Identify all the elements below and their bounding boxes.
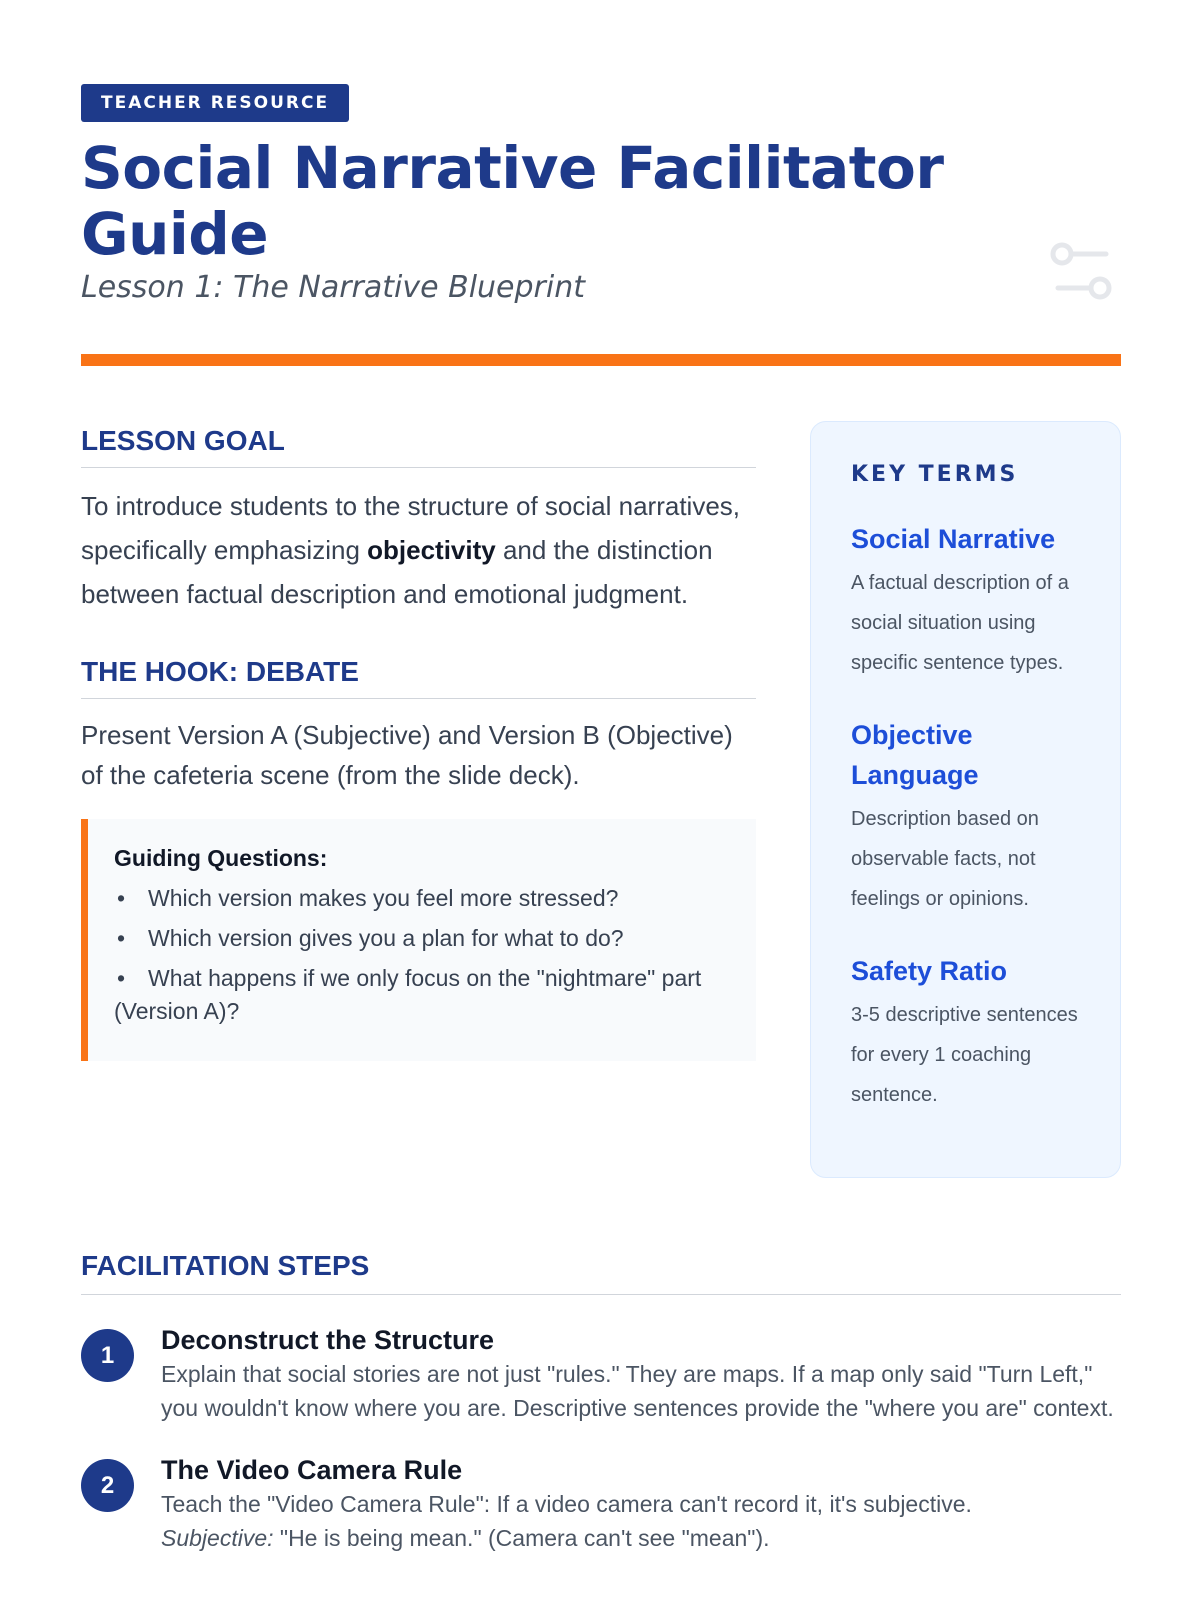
guiding-questions-list: [114, 882, 726, 1028]
list-item: [114, 962, 726, 1028]
guide-page: [81, 0, 1121, 1600]
goal-text-start: To introduce students to the structure of social narratives, specifically emphasizing: [81, 491, 741, 565]
lesson-goal-heading: LESSON GOAL: [81, 425, 756, 468]
term-item: [851, 519, 1080, 683]
facilitation-steps: [81, 1250, 1121, 1555]
question-text: Which version makes you feel more stressed?: [148, 885, 619, 911]
main-column: [81, 425, 756, 1061]
page-subtitle: Lesson 1: The Narrative Blueprint: [81, 270, 585, 305]
example-text: "He is being mean." (Camera can't see "mean").: [273, 1525, 770, 1551]
term-name: Social Narrative: [851, 524, 1056, 554]
guiding-questions-label: Guiding Questions:: [114, 845, 328, 871]
list-item: [114, 882, 726, 915]
term-item: [851, 951, 1080, 1115]
hook-text: Present Version A (Subjective) and Version B (Objective) of the cafeteria scene (from the slide deck).: [81, 720, 733, 790]
step-number-badge: 2: [81, 1459, 134, 1512]
header-divider: [81, 354, 1121, 366]
question-text: What happens if we only focus on the "nightmare" part (Version A)?: [114, 965, 702, 1024]
bullet-icon: •: [117, 965, 126, 991]
guiding-questions-box: [81, 819, 756, 1061]
step-text: Teach the "Video Camera Rule": If a video camera can't record it, it's subjective.: [161, 1491, 972, 1517]
step-number-badge: 1: [81, 1329, 134, 1382]
term-name: Safety Ratio: [851, 956, 1008, 986]
goal-text-end: and the distinction between factual description and emotional judgment.: [81, 535, 713, 609]
list-item: [114, 922, 726, 955]
steps-heading: FACILITATION STEPS: [81, 1250, 1121, 1295]
key-terms-heading: KEY TERMS: [851, 462, 1019, 487]
goal-emphasis: objectivity: [367, 535, 496, 565]
bullet-icon: •: [117, 925, 126, 951]
example-label: Subjective:: [161, 1525, 274, 1551]
term-definition: A factual description of a social situation using specific sentence types.: [851, 572, 1069, 674]
hook-heading: THE HOOK: DEBATE: [81, 656, 756, 699]
step-title: Deconstruct the Structure: [161, 1325, 495, 1355]
term-name: Objective Language: [851, 720, 979, 790]
page-title: Social Narrative Facilitator Guide: [81, 134, 944, 268]
term-item: [851, 715, 1080, 919]
step-item: [81, 1453, 1121, 1555]
term-definition: 3-5 descriptive sentences for every 1 coaching sentence.: [851, 1004, 1078, 1106]
question-text: Which version gives you a plan for what to do?: [148, 925, 624, 951]
step-item: [81, 1323, 1121, 1425]
step-text: Explain that social stories are not just "rules." They are maps. If a map only said "Turn Left," you wouldn't know where you are. Descriptive sentences provide the "where you are" context.: [161, 1361, 1114, 1421]
key-terms-panel: [810, 421, 1121, 1178]
resource-badge: TEACHER RESOURCE: [81, 84, 349, 122]
bullet-icon: •: [117, 885, 126, 911]
step-example: [161, 1521, 1121, 1555]
step-title: The Video Camera Rule: [161, 1455, 463, 1485]
lesson-goal-text: [81, 484, 756, 616]
route-icon: [1050, 242, 1114, 306]
term-definition: Description based on observable facts, not feelings or opinions.: [851, 808, 1039, 910]
